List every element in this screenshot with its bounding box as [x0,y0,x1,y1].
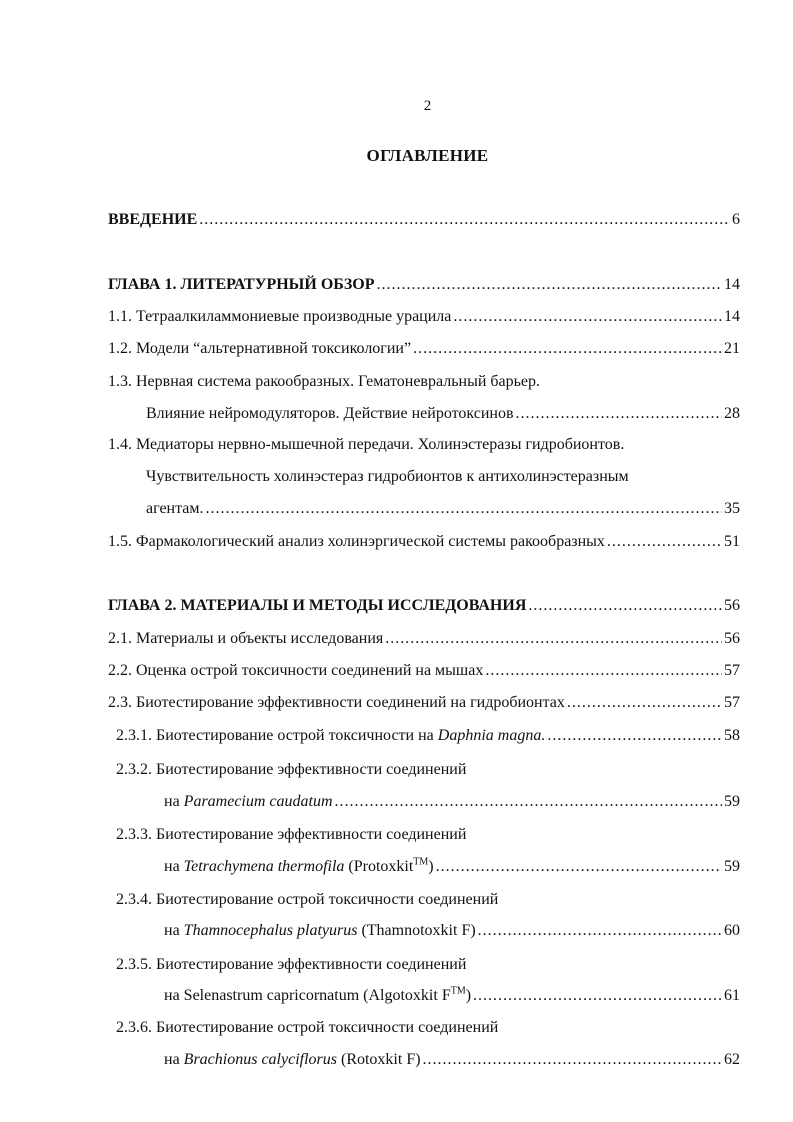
toc-entry-label: ГЛАВА 1. ЛИТЕРАТУРНЫЙ ОБЗОР [108,276,375,293]
toc-entry-2-3-3[interactable] [164,857,740,877]
toc-page-number: 6 [732,211,740,228]
trademark-mark: TM [413,856,429,868]
toc-entry-label: Влияние нейромодуляторов. Действие нейротоксинов [146,405,514,422]
toc-entry-label: на Tetrachymena thermofila (Protoxkit™) [164,856,434,875]
toc-entry-1-3-line-1[interactable]: 1.3. Нервная система ракообразных. Гематоневральный барьер. [108,373,541,390]
toc-entry-label: на Paramecium caudatum [164,793,333,810]
toc-page-number: 59 [724,858,740,875]
toc-entry-1-4-line-2[interactable]: Чувствительность холинэстераз гидробионтов к антихолинэстеразным [146,468,629,485]
toc-page-number: 59 [724,793,740,810]
toc-entry-chapter-2[interactable] [108,596,740,616]
toc-entry-label: 1.1. Тетраалкиламмониевые производные урацила [108,308,452,325]
leader-dots [436,857,722,877]
leader-dots [547,726,722,746]
toc-entry-introduction[interactable] [108,210,740,230]
toc-entry-label: 1.2. Модели “альтернативной токсикологии” [108,340,412,357]
toc-page-number: 14 [724,276,740,293]
leader-dots [607,532,722,552]
toc-entry-label: ВВЕДЕНИЕ [108,211,198,228]
toc-entry-2-3-1[interactable] [116,726,740,746]
toc-page-number: 58 [724,727,740,744]
page-number: 2 [423,98,432,114]
toc-page-number: 62 [724,1051,740,1068]
toc-entry-label: 2.2. Оценка острой токсичности соединений на мышах [108,662,484,679]
leader-dots [485,661,722,681]
toc-entry-label: ГЛАВА 2. МАТЕРИАЛЫ И МЕТОДЫ ИССЛЕДОВАНИЯ [108,597,527,614]
toc-page-number: 28 [724,405,740,422]
toc-entry-label: на Thamnocephalus platyurus (Thamnotoxkit F) [164,922,476,939]
leader-dots [516,404,722,424]
species-name: Tetrachymena thermofila [183,858,345,875]
toc-entry-label: 2.3. Биотестирование эффективности соединений на гидробионтах [108,694,565,711]
toc-entry-2-3-4-line-1[interactable]: 2.3.4. Биотестирование острой токсичности соединений [116,891,499,908]
toc-page-number: 56 [724,597,740,614]
toc-entry-label: 2.3.1. Биотестирование острой токсичности на Daphnia magna. [116,727,546,744]
toc-page-number: 56 [724,630,740,647]
toc-entry-1-4-line-1[interactable]: 1.4. Медиаторы нервно-мышечной передачи. Холинэстеразы гидробионтов. [108,436,625,453]
species-name: Daphnia magna. [437,727,546,744]
trademark-mark: TM [450,985,466,997]
toc-entry-label: агентам. [146,500,204,517]
toc-entry-2-3-5[interactable] [164,986,740,1006]
species-name: Thamnocephalus platyurus [183,922,358,939]
leader-dots [453,307,722,327]
toc-title: ОГЛАВЛЕНИЕ [366,146,489,165]
toc-entry-2-2[interactable] [108,661,740,681]
leader-dots [199,210,730,230]
toc-entry-2-3-2-line-1[interactable]: 2.3.2. Биотестирование эффективности соединений [116,761,467,778]
leader-dots [528,596,722,616]
leader-dots [413,339,722,359]
toc-entry-chapter-1[interactable] [108,275,740,295]
toc-entry-1-4[interactable] [146,499,740,519]
toc-entry-1-1[interactable] [108,307,740,327]
toc-entry-label: на Brachionus calyciflorus (Rotoxkit F) [164,1051,421,1068]
toc-page-number: 21 [724,340,740,357]
toc-entry-label: на Selenastrum capricornatum (Algotoxkit F™) [164,985,472,1004]
toc-entry-label: 1.5. Фармакологический анализ холинэргической системы ракообразных [108,533,605,550]
species-name: Brachionus calyciflorus [183,1051,337,1068]
toc-entry-2-1[interactable] [108,629,740,649]
leader-dots [335,792,722,812]
leader-dots [567,693,722,713]
leader-dots [385,629,722,649]
toc-entry-2-3-6-line-1[interactable]: 2.3.6. Биотестирование острой токсичности соединений [116,1019,499,1036]
toc-entry-2-3-2[interactable] [164,792,740,812]
toc-page-number: 61 [724,987,740,1004]
toc-entry-1-3[interactable] [146,404,740,424]
leader-dots [423,1050,722,1070]
leader-dots [377,275,722,295]
toc-page-number: 14 [724,308,740,325]
leader-dots [473,986,722,1006]
toc-entry-2-3-4[interactable] [164,921,740,941]
toc-entry-2-3-5-line-1[interactable]: 2.3.5. Биотестирование эффективности соединений [116,956,467,973]
leader-dots [478,921,722,941]
toc-entry-2-3[interactable] [108,693,740,713]
toc-page-number: 35 [724,500,740,517]
toc-page-number: 60 [724,922,740,939]
toc-entry-2-3-6[interactable] [164,1050,740,1070]
species-name: Paramecium caudatum [183,793,333,810]
toc-entry-2-3-3-line-1[interactable]: 2.3.3. Биотестирование эффективности соединений [116,826,467,843]
toc-page-number: 57 [724,662,740,679]
toc-entry-1-2[interactable] [108,339,740,359]
toc-page-number: 57 [724,694,740,711]
toc-entry-label: 2.1. Материалы и объекты исследования [108,630,384,647]
toc-page-number: 51 [724,533,740,550]
leader-dots [206,499,722,519]
toc-entry-1-5[interactable] [108,532,740,552]
